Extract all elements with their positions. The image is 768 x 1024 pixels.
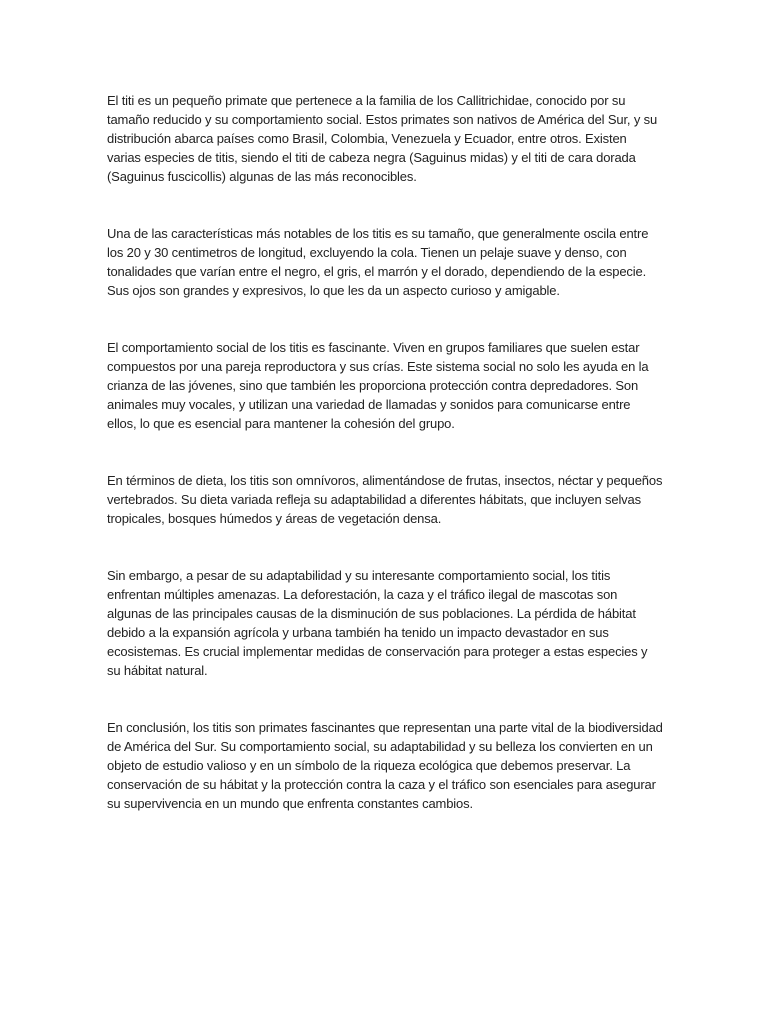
paragraph-social-behavior: El comportamiento social de los titis es fascinante. Viven en grupos familiares que suelen estar compuestos por una pareja reproductora y sus crías. Este sistema social no solo les ayuda en la crianza de las jóvenes, sino que también les proporciona protección contra depredadores. Son animales muy vocales, y utilizan una variedad de llamadas y sonidos para comunicarse entre ellos, lo que es esencial para mantener la cohesión del grupo. bbox=[107, 340, 649, 431]
paragraph-characteristics: Una de las características más notables de los titis es su tamaño, que generalmente oscila entre los 20 y 30 centimetros de longitud, excluyendo la cola. Tienen un pelaje suave y denso, con tonalidades que varían entre el negro, el gris, el marrón y el dorado, dependiendo de la especie. Sus ojos son grandes y expresivos, lo que les da un aspecto curioso y amigable. bbox=[107, 226, 649, 298]
paragraph-threats: Sin embargo, a pesar de su adaptabilidad y su interesante comportamiento social, los titis enfrentan múltiples amenazas. La deforestación, la caza y el tráfico ilegal de mascotas son algunas de las principales causas de la disminución de sus poblaciones. La pérdida de hábitat debido a la expansión agrícola y urbana también ha tenido un impacto devastador en sus ecosistemas. Es crucial implementar medidas de conservación para proteger a estas especies y su hábitat natural. bbox=[107, 568, 648, 678]
paragraph-intro: El titi es un pequeño primate que pertenece a la familia de los Callitrichidae, conocido por su tamaño reducido y su comportamiento social. Estos primates son nativos de América del Sur, y su distribución abarca países como Brasil, Colombia, Venezuela y Ecuador, entre otros. Existen varias especies de titis, siendo el titi de cabeza negra (Saguinus midas) y el titi de cara dorada (Saguinus fuscicollis) algunas de las más reconocibles. bbox=[107, 93, 658, 184]
paragraph-conclusion: En conclusión, los titis son primates fascinantes que representan una parte vital de la biodiversidad de América del Sur. Su comportamiento social, su adaptabilidad y su belleza los convierten en un objeto de estudio valioso y en un símbolo de la riqueza ecológica que debemos preservar. La conservación de su hábitat y la protección contra la caza y el tráfico son esenciales para asegurar su supervivencia en un mundo que enfrenta constantes cambios. bbox=[107, 720, 663, 811]
document-body bbox=[107, 91, 663, 851]
paragraph-diet: En términos de dieta, los titis son omnívoros, alimentándose de frutas, insectos, néctar y pequeños vertebrados. Su dieta variada refleja su adaptabilidad a diferentes hábitats, que incluyen selvas tropicales, bosques húmedos y áreas de vegetación densa. bbox=[107, 473, 663, 526]
